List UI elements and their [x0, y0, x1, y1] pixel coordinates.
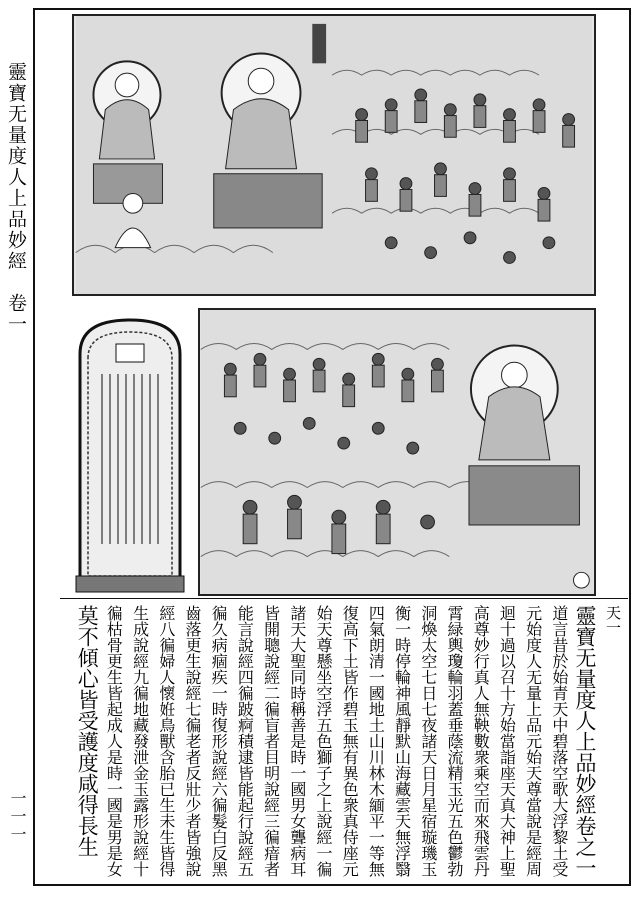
celestial-assembly-woodcut: [74, 16, 594, 294]
text-column: 齒落更生說經七徧老者反壯少者皆強說: [183, 605, 202, 877]
text-column: 高尊妙行真人無鞅數衆乘空而來飛雲丹: [471, 605, 491, 877]
volume-mark: 天一: [604, 605, 622, 635]
stele-drawing: [72, 314, 188, 596]
text-column: 洞煥太空七日七夜諸天日月星宿璇璣玉: [418, 605, 438, 877]
margin-page-number: 一一一: [8, 790, 27, 844]
text-column: 生成說經九徧地藏發泄金玉露形說經十: [130, 605, 150, 877]
scripture-text: [60, 598, 628, 883]
text-column: 能言說經四徧跛痾積逮皆能起行說經五: [235, 605, 255, 877]
text-column: 迴十過以召十方始當詣座天真大神上聖: [497, 605, 517, 877]
text-column: 衡一時停輪神風靜默山海藏雲天無浮翳: [392, 605, 412, 877]
margin-volume: 卷一: [5, 293, 27, 335]
text-column: 皆開聰說經二徧盲者目明說經三徧瘖者: [261, 605, 281, 877]
text-column: 經八徧婦人懷姙鳥獸含胎已生未生皆得: [156, 605, 176, 877]
text-column: 徧枯骨更生皆起成人是時一國是男是女: [104, 605, 124, 877]
margin-book-title: 靈寶无量度人上品妙經 卷一: [5, 62, 27, 335]
text-column: 徧久病痼疾一時復形說經六徧髮白反黑: [209, 605, 229, 877]
text-column: 元始度人无量上品元始天尊當說是經周: [523, 605, 543, 877]
text-column: 靈寶无量度人上品妙經卷之一: [573, 605, 597, 878]
assembly-clouds-woodcut: [200, 310, 594, 594]
text-column: 諸天大聖同時稱善是時一國男女聾病耳: [287, 605, 307, 877]
top-illustration: [72, 14, 596, 296]
text-column: 四氣朗清一國地土山川林木緬平一等無: [366, 605, 386, 877]
text-column: 莫不傾心皆受護度咸得長生: [75, 605, 100, 857]
text-column: 始天尊懸坐空浮五色獅子之上說經一徧: [314, 605, 333, 877]
stele-inscription: [72, 314, 188, 596]
text-column: 復高下土皆作碧玉無有異色衆真侍座元: [340, 605, 360, 877]
text-column: 霄緑輿瓊輪羽蓋垂蔭流精玉光五色鬱勃: [445, 605, 464, 877]
middle-illustration: [198, 308, 596, 596]
text-column: 道言昔於始青天中碧落空歌大浮黎土受: [549, 605, 569, 877]
